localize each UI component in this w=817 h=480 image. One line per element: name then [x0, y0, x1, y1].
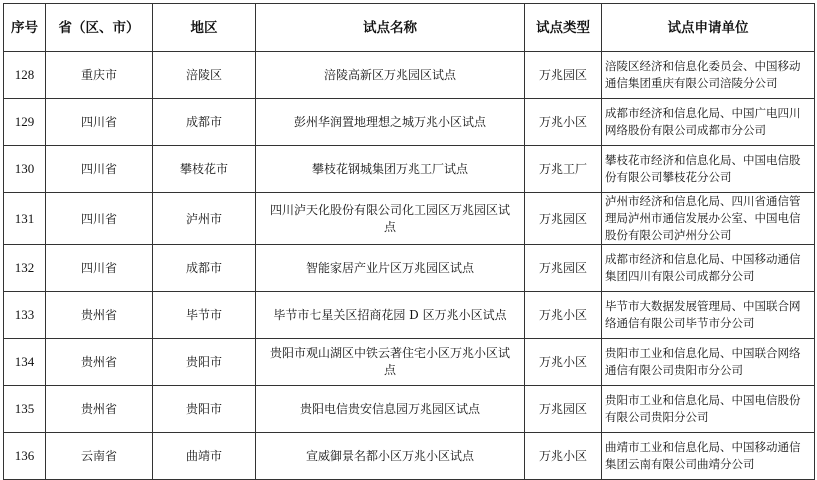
- cell-pilot-type: 万兆园区: [525, 52, 602, 99]
- table-row: [4, 52, 815, 99]
- cell-province: 四川省: [46, 146, 153, 193]
- cell-index: 136: [4, 433, 46, 480]
- cell-index: 129: [4, 99, 46, 146]
- table-row: [4, 99, 815, 146]
- table-header-row: [4, 4, 815, 52]
- cell-area: 攀枝花市: [153, 146, 256, 193]
- cell-pilot-type: 万兆工厂: [525, 146, 602, 193]
- cell-province: 四川省: [46, 245, 153, 292]
- header-province: 省（区、市）: [46, 4, 153, 52]
- cell-province: 云南省: [46, 433, 153, 480]
- cell-province: 四川省: [46, 193, 153, 245]
- cell-pilot-type: 万兆小区: [525, 99, 602, 146]
- cell-index: 130: [4, 146, 46, 193]
- table-row: [4, 245, 815, 292]
- cell-index: 133: [4, 292, 46, 339]
- cell-area: 贵阳市: [153, 386, 256, 433]
- cell-province: 重庆市: [46, 52, 153, 99]
- cell-pilot-type: 万兆园区: [525, 193, 602, 245]
- cell-index: 134: [4, 339, 46, 386]
- header-index: 序号: [4, 4, 46, 52]
- table-row: [4, 292, 815, 339]
- cell-pilot-type: 万兆小区: [525, 339, 602, 386]
- cell-pilot-name: 彭州华润置地理想之城万兆小区试点: [256, 99, 525, 146]
- cell-applicant: 泸州市经济和信息化局、四川省通信管理局泸州市通信发展办公室、中国电信股份有限公司泸州分公司: [602, 193, 815, 245]
- cell-area: 成都市: [153, 245, 256, 292]
- cell-pilot-name: 四川泸天化股份有限公司化工园区万兆园区试点: [256, 193, 525, 245]
- cell-index: 131: [4, 193, 46, 245]
- cell-applicant: 贵阳市工业和信息化局、中国电信股份有限公司贵阳分公司: [602, 386, 815, 433]
- cell-pilot-name: 涪陵高新区万兆园区试点: [256, 52, 525, 99]
- header-pilot-name: 试点名称: [256, 4, 525, 52]
- cell-applicant: 曲靖市工业和信息化局、中国移动通信集团云南有限公司曲靖分公司: [602, 433, 815, 480]
- cell-area: 泸州市: [153, 193, 256, 245]
- cell-index: 128: [4, 52, 46, 99]
- cell-index: 135: [4, 386, 46, 433]
- cell-pilot-type: 万兆小区: [525, 292, 602, 339]
- cell-applicant: 涪陵区经济和信息化委员会、中国移动通信集团重庆有限公司涪陵分公司: [602, 52, 815, 99]
- cell-applicant: 成都市经济和信息化局、中国广电四川网络股份有限公司成都市分公司: [602, 99, 815, 146]
- header-area: 地区: [153, 4, 256, 52]
- cell-area: 成都市: [153, 99, 256, 146]
- cell-pilot-type: 万兆小区: [525, 433, 602, 480]
- header-applicant: 试点申请单位: [602, 4, 815, 52]
- cell-area: 曲靖市: [153, 433, 256, 480]
- cell-applicant: 攀枝花市经济和信息化局、中国电信股份有限公司攀枝花分公司: [602, 146, 815, 193]
- cell-pilot-name: 贵阳电信贵安信息园万兆园区试点: [256, 386, 525, 433]
- table-row: [4, 339, 815, 386]
- pilot-list-table: [3, 3, 815, 480]
- cell-province: 贵州省: [46, 339, 153, 386]
- cell-pilot-type: 万兆园区: [525, 386, 602, 433]
- cell-pilot-name: 贵阳市观山湖区中铁云著住宅小区万兆小区试点: [256, 339, 525, 386]
- cell-pilot-name: 毕节市七星关区招商花园 D 区万兆小区试点: [256, 292, 525, 339]
- table-row: [4, 146, 815, 193]
- cell-applicant: 成都市经济和信息化局、中国移动通信集团四川有限公司成都分公司: [602, 245, 815, 292]
- table-row: [4, 193, 815, 245]
- cell-pilot-name: 智能家居产业片区万兆园区试点: [256, 245, 525, 292]
- cell-pilot-type: 万兆园区: [525, 245, 602, 292]
- header-pilot-type: 试点类型: [525, 4, 602, 52]
- cell-province: 四川省: [46, 99, 153, 146]
- cell-index: 132: [4, 245, 46, 292]
- cell-area: 贵阳市: [153, 339, 256, 386]
- cell-applicant: 贵阳市工业和信息化局、中国联合网络通信有限公司贵阳市分公司: [602, 339, 815, 386]
- cell-area: 毕节市: [153, 292, 256, 339]
- cell-applicant: 毕节市大数据发展管理局、中国联合网络通信有限公司毕节市分公司: [602, 292, 815, 339]
- table-row: [4, 433, 815, 480]
- cell-province: 贵州省: [46, 292, 153, 339]
- cell-pilot-name: 攀枝花钢城集团万兆工厂试点: [256, 146, 525, 193]
- cell-pilot-name: 宣威御景名都小区万兆小区试点: [256, 433, 525, 480]
- cell-province: 贵州省: [46, 386, 153, 433]
- table-row: [4, 386, 815, 433]
- cell-area: 涪陵区: [153, 52, 256, 99]
